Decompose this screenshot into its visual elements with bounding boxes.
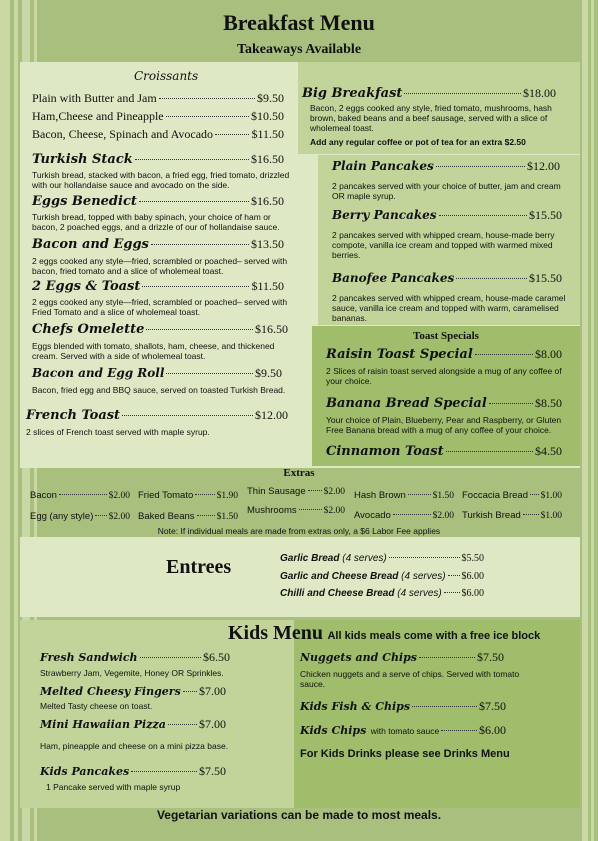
extra-item [462, 510, 562, 521]
toast-specials-heading: Toast Specials [413, 330, 479, 342]
item-name: Turkish Bread [462, 510, 521, 521]
item-qty: (4 serves) [342, 553, 387, 564]
item-price: $1.50 [216, 512, 238, 522]
item-price: $1.50 [432, 491, 454, 501]
extra-item [30, 490, 130, 501]
item-name: Mini Hawaiian Pizza [40, 718, 166, 731]
item-price: $2.00 [108, 491, 130, 501]
item-name: Kids Fish & Chips [300, 700, 411, 713]
menu-item-french-toast [26, 408, 288, 423]
entrees-heading: Entrees [166, 556, 232, 578]
item-name: Bacon and Eggs [32, 237, 149, 252]
item-description: 1 Pancake served with maple syrup [46, 782, 181, 792]
item-price: $4.50 [535, 444, 562, 458]
item-price: $6.50 [203, 650, 230, 664]
item-price: $11.50 [251, 279, 284, 293]
kids-item [40, 717, 226, 732]
menu-item-banofee-pancakes [332, 271, 562, 286]
extra-item [30, 511, 130, 522]
item-name: Bacon [30, 490, 57, 501]
item-qty: (4 serves) [401, 571, 446, 582]
item-name: Bacon and Egg Roll [32, 366, 165, 380]
item-price: $18.00 [523, 86, 556, 100]
extra-item [138, 511, 238, 522]
entree-item [280, 571, 484, 582]
item-name: Egg (any style) [30, 511, 94, 522]
item-name: Big Breakfast [302, 86, 403, 101]
item-price: $15.50 [529, 208, 562, 222]
item-price: $7.50 [477, 650, 504, 664]
item-price: $10.50 [251, 109, 284, 123]
item-extra: with tomato sauce [370, 726, 440, 736]
item-price: $6.00 [479, 723, 506, 737]
item-description: 2 eggs cooked any style—fried, scrambled or poached– served with Fried Tomato and a slice of wholemeal toast. [32, 297, 288, 317]
item-description: Turkish bread, topped with baby spinach, your choice of ham or bacon, 2 poached eggs, and a drizzle of our of hollandaise sauce. [32, 212, 280, 232]
item-name: Kids Pancakes [40, 765, 130, 778]
menu-item-chefs-omelette [32, 322, 288, 337]
decorative-stripe [14, 0, 18, 841]
menu-item-raisin-toast [326, 347, 562, 362]
item-price: $6.00 [461, 571, 484, 582]
kids-item [40, 650, 230, 665]
extra-item [354, 490, 454, 501]
item-name: Ham,Cheese and Pineapple [32, 109, 164, 123]
item-name: Garlic and Cheese Bread [280, 571, 399, 582]
item-description: Strawberry Jam, Vegemite, Honey OR Sprinkles. [40, 668, 224, 678]
decorative-stripe [0, 0, 10, 841]
item-name: Plain with Butter and Jam [32, 91, 157, 105]
item-description: 2 eggs cooked any style—fried, scrambled or poached– served with bacon, fried tomato and a slice of wholemeal toast. [32, 256, 288, 276]
item-price: $7.00 [199, 717, 226, 731]
item-name: Avocado [354, 510, 391, 521]
item-price: $6.00 [461, 588, 484, 599]
item-name: Chefs Omelette [32, 322, 145, 337]
item-price: $13.50 [251, 237, 284, 251]
item-name: Banana Bread Special [326, 396, 487, 411]
menu-item-2-eggs-toast [32, 279, 284, 294]
entree-item [280, 553, 484, 564]
footer-note: Vegetarian variations can be made to most meals. [156, 808, 442, 822]
decorative-stripe [591, 0, 594, 841]
extra-item [247, 505, 345, 516]
item-price: $2.00 [323, 506, 345, 516]
item-description: Eggs blended with tomato, shallots, ham, cheese, and thickened cream. Served with a side of wholemeal toast. [32, 341, 275, 361]
kids-right-panel [294, 620, 580, 808]
item-description: 2 slices of French toast served with maple syrup. [26, 427, 210, 437]
kids-subheading: All kids meals come with a free ice block [327, 630, 541, 642]
item-price: $12.00 [527, 159, 560, 173]
item-price: $9.50 [255, 366, 282, 380]
item-name: Kids Chips [300, 724, 367, 737]
croissant-item [32, 127, 284, 142]
menu-item-turkish-stack [32, 152, 284, 167]
page-subtitle: Takeaways Available [236, 42, 362, 57]
croissant-item [32, 91, 284, 106]
menu-item-big-breakfast [302, 86, 556, 101]
item-name: Cinnamon Toast [326, 444, 444, 459]
item-price: $7.50 [199, 764, 226, 778]
item-price: $2.00 [432, 511, 454, 521]
item-price: $1.90 [216, 491, 238, 501]
item-name: Hash Brown [354, 490, 406, 501]
item-price: $8.00 [535, 347, 562, 361]
item-description: 2 pancakes served with whipped cream, house-made caramel sauce, vanilla ice cream and topped with warm, caramelised bananas. [332, 293, 566, 323]
item-name: Foccacia Bread [462, 490, 529, 501]
item-description: Ham, pineapple and cheese on a mini pizza base. [40, 741, 229, 751]
item-price: $11.50 [251, 127, 284, 141]
croissants-heading: Croissants [134, 69, 199, 83]
item-description: Your choice of Plain, Blueberry, Pear and Raspberry, or Gluten Free Banana bread with a mug of any coffee of your choice. [326, 415, 562, 435]
extra-item [354, 510, 454, 521]
item-name: French Toast [26, 408, 121, 423]
menu-item-bacon-egg-roll [32, 366, 282, 381]
item-name: Fresh Sandwich [40, 651, 138, 664]
kids-item [40, 684, 226, 699]
page-title: Breakfast Menu [223, 10, 375, 35]
item-price: $16.50 [255, 322, 288, 336]
menu-item-eggs-benedict [32, 194, 284, 209]
kids-heading: Kids Menu [228, 622, 324, 644]
item-name: Raisin Toast Special [326, 347, 473, 362]
item-price: $16.50 [251, 152, 284, 166]
item-price: $2.00 [323, 487, 345, 497]
item-name: Fried Tomato [138, 490, 194, 501]
extras-heading: Extras [283, 467, 315, 479]
item-name: Garlic Bread [280, 553, 340, 564]
kids-item [40, 764, 226, 779]
big-breakfast-note: Add any regular coffee or pot of tea for an extra $2.50 [310, 137, 526, 147]
item-description: Bacon, 2 eggs cooked any style, fried tomato, mushrooms, hash brown, baked beans and a beef sausage, served with a slice of wholemeal toast. [310, 103, 552, 133]
item-name: Melted Cheesy Fingers [40, 685, 181, 698]
menu-item-cinnamon-toast [326, 444, 562, 459]
item-name: Banofee Pancakes [332, 271, 455, 285]
item-description: 2 Slices of raisin toast served alongside a mug of any coffee of your choice. [326, 366, 562, 386]
item-description: 2 pancakes served with whipped cream, house-made berry compote, vanilla ice cream and topped with warmed mixed berries. [332, 230, 555, 260]
item-description: Chicken nuggets and a serve of chips. Served with tomato sauce. [300, 669, 520, 689]
item-name: Chilli and Cheese Bread [280, 588, 395, 599]
decorative-stripe [582, 0, 588, 841]
item-name: Berry Pancakes [332, 208, 437, 222]
menu-item-banana-bread [326, 396, 562, 411]
kids-heading-row [228, 622, 540, 645]
extra-item [138, 490, 238, 501]
item-description: 2 pancakes served with your choice of butter, jam and cream OR maple syrup. [332, 181, 561, 201]
kids-item [300, 721, 506, 739]
extras-note: Note: If individual meals are made from extras only, a $6 Labor Fee applies [157, 526, 441, 536]
item-price: $1.00 [540, 491, 562, 501]
item-price: $8.50 [535, 396, 562, 410]
kids-item [300, 650, 504, 665]
item-price: $16.50 [251, 194, 284, 208]
item-name: Baked Beans [138, 511, 195, 522]
item-price: $7.50 [479, 699, 506, 713]
menu-item-plain-pancakes [332, 159, 560, 174]
item-price: $1.00 [540, 511, 562, 521]
item-description: Bacon, fried egg and BBQ sauce, served on toasted Turkish Bread. [32, 385, 286, 395]
kids-item [300, 699, 506, 714]
item-name: Eggs Benedict [32, 194, 137, 209]
item-name: Turkish Stack [32, 152, 133, 167]
item-price: $2.00 [108, 512, 130, 522]
item-description: Melted Tasty cheese on toast. [40, 701, 153, 711]
extra-item [247, 486, 345, 497]
item-name: Thin Sausage [247, 486, 306, 497]
item-name: Bacon, Cheese, Spinach and Avocado [32, 127, 214, 141]
entree-item [280, 588, 484, 599]
item-name: Mushrooms [247, 505, 297, 516]
item-price: $7.00 [199, 684, 226, 698]
item-price: $15.50 [529, 271, 562, 285]
item-price: $9.50 [257, 91, 284, 105]
item-name: Plain Pancakes [332, 159, 434, 173]
menu-item-berry-pancakes [332, 208, 562, 223]
kids-drinks-note: For Kids Drinks please see Drinks Menu [300, 748, 510, 760]
extra-item [462, 490, 562, 501]
menu-item-bacon-and-eggs [32, 237, 284, 252]
item-price: $12.00 [255, 408, 288, 422]
item-qty: (4 serves) [397, 588, 442, 599]
item-price: $5.50 [461, 553, 484, 564]
item-description: Turkish bread, stacked with bacon, a fried egg, fried tomato, drizzled with our hollandaise sauce and avocado on the side. [32, 170, 290, 190]
croissant-item [32, 109, 284, 124]
item-name: Nuggets and Chips [300, 651, 417, 664]
item-name: 2 Eggs & Toast [32, 279, 141, 294]
